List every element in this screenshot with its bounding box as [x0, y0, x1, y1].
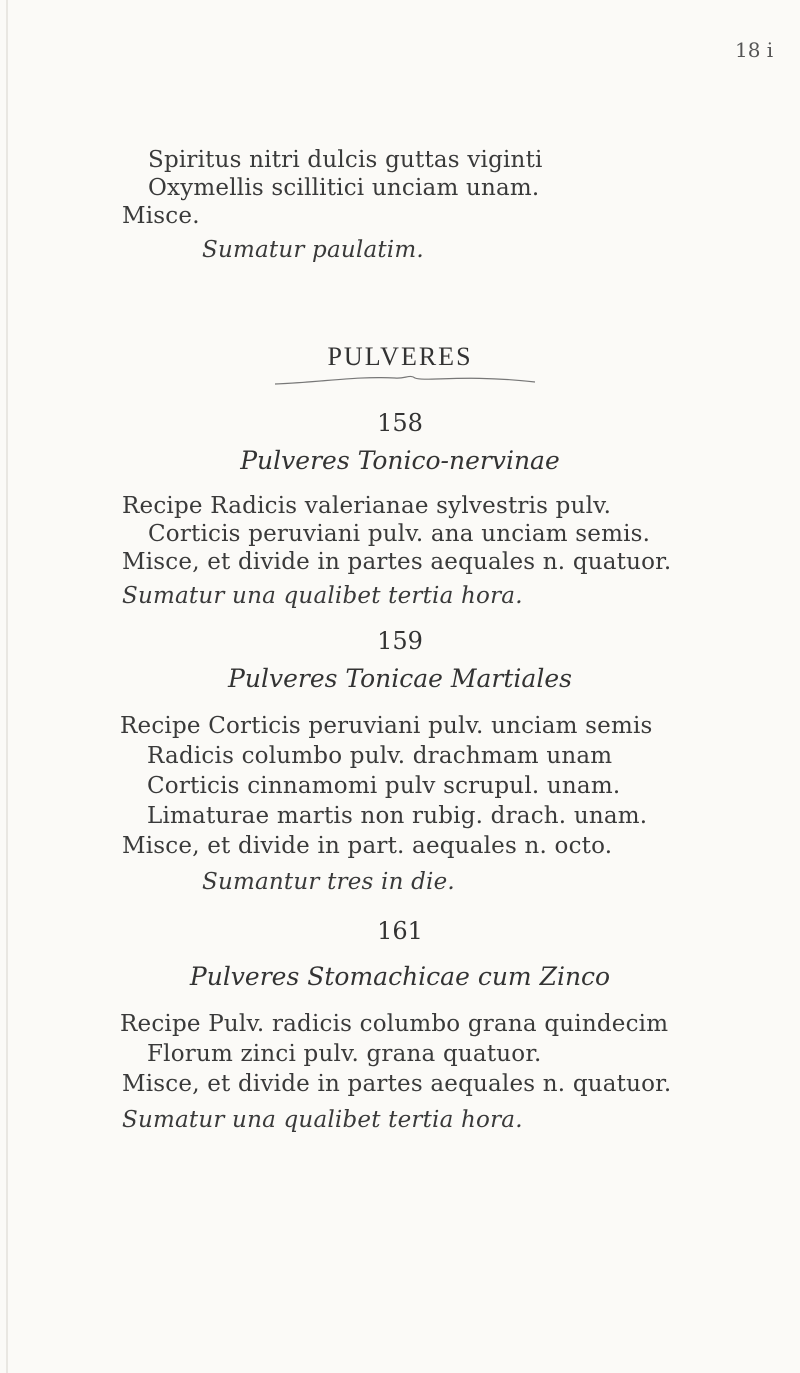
recipe-161-number: 161 — [377, 917, 423, 945]
recipe-159-line: Misce, et divide in part. aequales n. octo. — [122, 833, 613, 859]
top-line-1: Spiritus nitri dulcis guttas viginti — [148, 147, 543, 173]
recipe-159-title: Pulveres Tonicae Martiales — [228, 664, 572, 693]
top-direction: Sumatur paulatim. — [202, 237, 424, 263]
recipe-161-direction: Sumatur una qualibet tertia hora. — [122, 1107, 523, 1133]
top-line-3: Misce. — [122, 203, 200, 229]
recipe-161-line: Recipe Pulv. radicis columbo grana quindecim — [120, 1011, 669, 1037]
recipe-158-line: Recipe Radicis valerianae sylvestris pulv. — [122, 493, 612, 519]
recipe-158-title: Pulveres Tonico-nervinae — [240, 446, 560, 475]
recipe-161-line: Misce, et divide in partes aequales n. quatuor. — [122, 1071, 672, 1097]
recipe-158-direction: Sumatur una qualibet tertia hora. — [122, 583, 523, 609]
page-number: 18 i — [735, 38, 774, 62]
recipe-159-line: Limaturae martis non rubig. drach. unam. — [147, 803, 648, 829]
recipe-159-line: Corticis cinnamomi pulv scrupul. unam. — [147, 773, 621, 799]
recipe-158-line: Corticis peruviani pulv. ana unciam semis. — [148, 521, 651, 547]
recipe-159-direction: Sumantur tres in die. — [202, 869, 455, 895]
recipe-158-number: 158 — [377, 409, 423, 437]
recipe-159-line: Recipe Corticis peruviani pulv. unciam semis — [120, 713, 653, 739]
recipe-159-line: Radicis columbo pulv. drachmam unam — [147, 743, 613, 769]
recipe-161-title: Pulveres Stomachicae cum Zinco — [189, 962, 611, 991]
top-line-2: Oxymellis scillitici unciam unam. — [148, 175, 540, 201]
recipe-158-line: Misce, et divide in partes aequales n. quatuor. — [122, 549, 672, 575]
ornament-rule — [265, 370, 545, 394]
recipe-159-number: 159 — [377, 627, 423, 655]
recipe-161-line: Florum zinci pulv. grana quatuor. — [147, 1041, 542, 1067]
section-heading: PULVERES — [327, 342, 473, 371]
